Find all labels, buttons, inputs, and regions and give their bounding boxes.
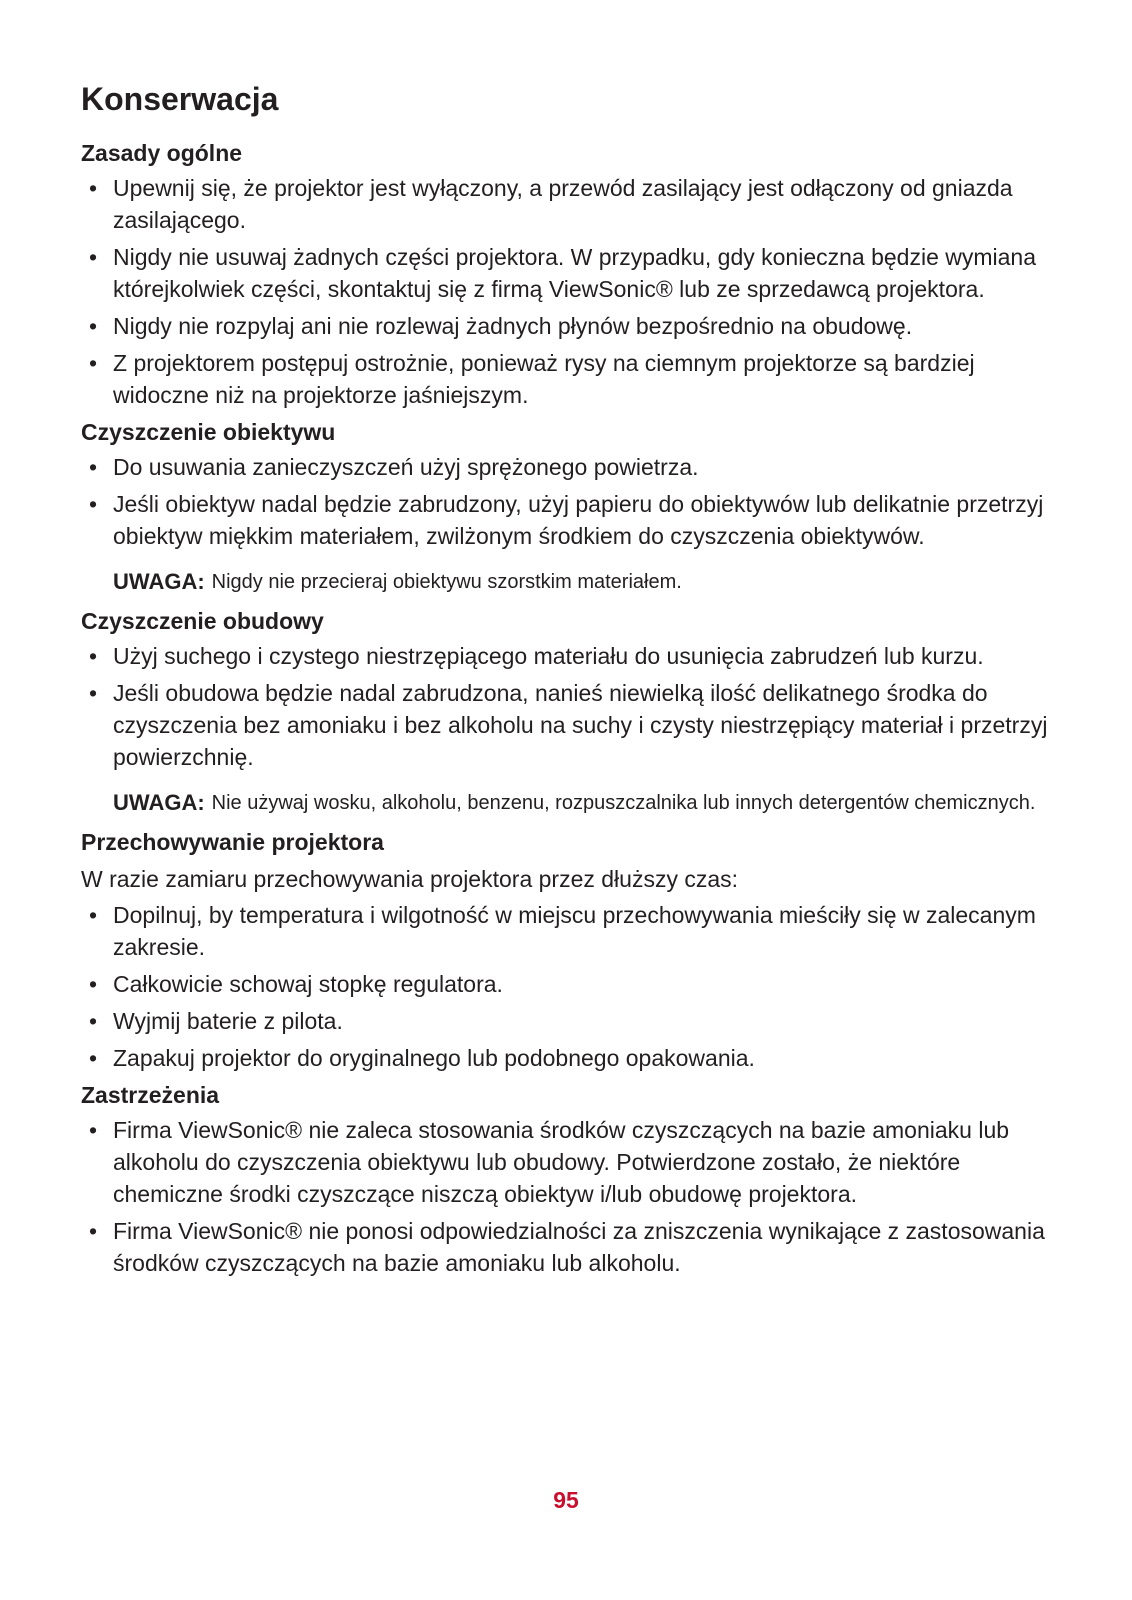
page-number: 95: [553, 1487, 579, 1513]
bullet-list: [81, 451, 1061, 552]
document-page: [81, 76, 1061, 1285]
note-label: UWAGA:: [113, 569, 205, 594]
list-item: • Jeśli obiektyw nadal będzie zabrudzony, użyj papieru do obiektywów lub delikatnie przetrzyj obiektyw miękkim materiałem, zwilżonym środkiem do czyszczenia obiektywów.: [81, 488, 1061, 552]
section-heading: Czyszczenie obiektywu: [81, 419, 336, 445]
section-heading: Przechowywanie projektora: [81, 829, 384, 855]
section-heading: Zastrzeżenia: [81, 1082, 220, 1108]
note-label: UWAGA:: [113, 790, 205, 815]
section-intro: W razie zamiaru przechowywania projektora przez dłuższy czas:: [81, 866, 739, 892]
section-case-cleaning: [81, 606, 1061, 819]
note-text: Nigdy nie przecieraj obiektywu szorstkim materiałem.: [211, 571, 682, 593]
note: [113, 787, 1061, 819]
list-item: • Nigdy nie rozpylaj ani nie rozlewaj żadnych płynów bezpośrednio na obudowę.: [81, 310, 1061, 342]
page-title: Konserwacja: [81, 81, 279, 117]
section-heading: Zasady ogólne: [81, 140, 243, 166]
bullet-list: [81, 1114, 1061, 1279]
section-storage: [81, 827, 1061, 1074]
list-item: • Firma ViewSonic® nie ponosi odpowiedzialności za zniszczenia wynikające z zastosowania środków czyszczących na bazie amoniaku lub alkoholu.: [81, 1215, 1061, 1279]
list-item: • Dopilnuj, by temperatura i wilgotność w miejscu przechowywania mieściły się w zalecanym zakresie.: [81, 899, 1061, 963]
list-item: • Firma ViewSonic® nie zaleca stosowania środków czyszczących na bazie amoniaku lub alkoholu do czyszczenia obiektywu lub obudowy. Potwierdzone zostało, że niektóre chemiczne środki czyszczące niszczą obiektyw i/lub obudowę projektora.: [81, 1114, 1061, 1210]
list-item: • Całkowicie schowaj stopkę regulatora.: [81, 968, 1061, 1000]
list-item: • Z projektorem postępuj ostrożnie, ponieważ rysy na ciemnym projektorze są bardziej widoczne niż na projektorze jaśniejszym.: [81, 347, 1061, 411]
section-disclaimers: [81, 1080, 1061, 1279]
list-item: • Do usuwania zanieczyszczeń użyj sprężonego powietrza.: [81, 451, 1061, 483]
list-item: • Upewnij się, że projektor jest wyłączony, a przewód zasilający jest odłączony od gniazda zasilającego.: [81, 172, 1061, 236]
bullet-list: [81, 172, 1061, 411]
list-item: • Użyj suchego i czystego niestrzępiącego materiału do usunięcia zabrudzeń lub kurzu.: [81, 640, 1061, 672]
section-general-rules: [81, 138, 1061, 411]
list-item: • Nigdy nie usuwaj żadnych części projektora. W przypadku, gdy konieczna będzie wymiana którejkolwiek części, skontaktuj się z firmą ViewSonic® lub ze sprzedawcą projektora.: [81, 241, 1061, 305]
section-heading: Czyszczenie obudowy: [81, 608, 324, 634]
list-item: • Jeśli obudowa będzie nadal zabrudzona, nanieś niewielką ilość delikatnego środka do czyszczenia bez amoniaku i bez alkoholu na suchy i czysty niestrzępiący materiał i przetrzyj powierzchnię.: [81, 677, 1061, 773]
bullet-list: [81, 899, 1061, 1074]
list-item: • Wyjmij baterie z pilota.: [81, 1005, 1061, 1037]
bullet-list: [81, 640, 1061, 773]
list-item: • Zapakuj projektor do oryginalnego lub podobnego opakowania.: [81, 1042, 1061, 1074]
note-text: Nie używaj wosku, alkoholu, benzenu, rozpuszczalnika lub innych detergentów chemicznych.: [211, 792, 1036, 814]
section-lens-cleaning: [81, 417, 1061, 598]
note: [113, 566, 1061, 598]
